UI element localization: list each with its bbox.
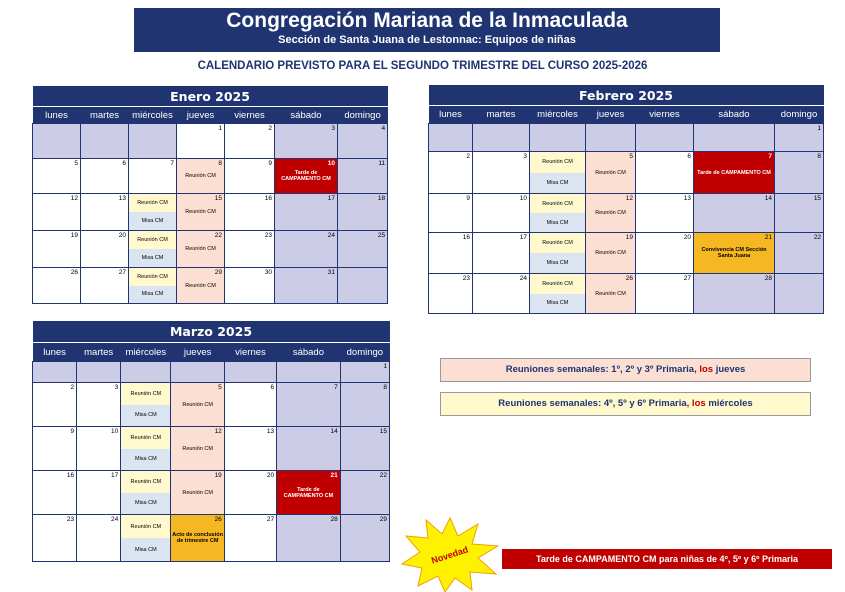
empty-day-cell <box>277 362 341 383</box>
day-number: 20 <box>118 232 126 239</box>
weekday-header: miércoles <box>530 106 586 124</box>
day-number: 9 <box>268 160 272 167</box>
novedad-banner: Tarde de CAMPAMENTO CM para niñas de 4º, 5º y 6º Primaria <box>502 549 832 569</box>
day-number: 28 <box>330 516 338 523</box>
day-cell <box>586 233 636 274</box>
day-cell <box>129 268 177 304</box>
event-reunion: Reunión CM <box>595 290 626 297</box>
day-cell <box>81 231 129 268</box>
day-cell <box>225 159 275 194</box>
day-cell <box>121 515 171 562</box>
day-cell <box>338 231 388 268</box>
event-reunion: Reunión CM <box>542 159 573 166</box>
day-number: 25 <box>377 232 386 239</box>
day-cell <box>636 233 694 274</box>
wed-reunion-slot <box>530 194 585 214</box>
section-subtitle: Sección de Santa Juana de Lestonnac: Equipos de niñas <box>278 34 576 46</box>
day-cell <box>177 231 225 268</box>
day-cell <box>775 233 824 274</box>
day-number: 24 <box>327 232 335 239</box>
empty-day-cell <box>81 124 129 159</box>
day-cell <box>171 471 224 515</box>
day-cell <box>586 152 636 194</box>
day-number: 9 <box>466 195 470 202</box>
event-reunion: Reunión CM <box>137 237 168 243</box>
day-cell <box>33 268 81 304</box>
day-cell <box>225 194 275 231</box>
day-number: 16 <box>66 472 75 479</box>
event-reunion: Reunión CM <box>595 250 626 256</box>
day-number: 17 <box>110 472 119 479</box>
day-number: 22 <box>379 472 387 479</box>
event-reunion: Reunión CM <box>182 445 213 452</box>
empty-day-cell <box>129 124 177 159</box>
day-number: 3 <box>523 153 527 160</box>
day-cell <box>530 152 586 194</box>
day-number: 18 <box>377 195 386 202</box>
event-misa: Misa CM <box>546 179 569 186</box>
legend-miercoles-connector: , los <box>686 398 709 409</box>
weekday-header: domingo <box>775 106 824 124</box>
weekday-header: lunes <box>33 343 77 362</box>
day-cell <box>340 383 389 427</box>
legend-jueves-connector: , los <box>694 364 716 375</box>
wed-reunion-slot <box>129 268 176 287</box>
weekday-header: lunes <box>429 106 473 124</box>
weekday-header: viernes <box>636 106 694 124</box>
event-campamento: Tarde de CAMPAMENTO CM <box>283 486 334 499</box>
event-reunion: Reunión CM <box>185 173 216 179</box>
day-cell <box>340 515 389 562</box>
day-number: 15 <box>379 428 387 435</box>
day-number: 14 <box>764 195 772 202</box>
weekday-header: jueves <box>177 107 225 124</box>
day-number: 23 <box>66 516 75 523</box>
event-reunion: Reunión CM <box>595 210 626 216</box>
event-reunion: Reunión CM <box>595 169 626 176</box>
event-reunion: Reunión CM <box>137 200 168 206</box>
event-reunion: Reunión CM <box>130 390 162 397</box>
day-number: 1 <box>383 363 387 370</box>
day-number: 23 <box>462 275 470 282</box>
event-reunion: Reunión CM <box>185 246 216 252</box>
day-cell <box>33 471 77 515</box>
event-reunion: Reunión CM <box>130 434 162 441</box>
day-number: 20 <box>683 234 691 241</box>
event-misa: Misa CM <box>141 255 164 261</box>
day-cell <box>340 362 389 383</box>
day-cell <box>171 515 224 562</box>
legend-jueves-day: jueves <box>715 364 746 375</box>
day-number: 7 <box>334 384 338 391</box>
weekday-header: miércoles <box>121 343 171 362</box>
day-cell <box>530 274 586 314</box>
weekday-header: domingo <box>340 343 389 362</box>
weekday-header: martes <box>77 343 121 362</box>
day-cell <box>338 194 388 231</box>
day-number: 8 <box>817 153 822 160</box>
wed-misa-slot <box>129 212 176 230</box>
day-cell <box>275 268 338 304</box>
day-cell <box>275 231 338 268</box>
empty-day-cell <box>33 362 77 383</box>
day-cell <box>338 124 388 159</box>
day-cell <box>429 152 473 194</box>
day-number: 11 <box>378 160 386 167</box>
day-number: 1 <box>817 125 822 132</box>
month-title: Enero 2025 <box>33 86 388 107</box>
day-number: 3 <box>114 384 119 391</box>
calendar-enero <box>32 86 388 304</box>
event-reunion: Reunión CM <box>130 478 162 485</box>
event-reunion: Reunión CM <box>137 273 168 280</box>
day-cell <box>586 274 636 314</box>
day-number: 1 <box>218 125 222 132</box>
day-cell <box>77 427 121 471</box>
wed-misa-slot <box>530 294 585 314</box>
weekday-header: jueves <box>586 106 636 124</box>
day-number: 12 <box>70 195 78 202</box>
day-cell <box>473 274 530 314</box>
wed-misa-slot <box>129 286 176 304</box>
empty-day-cell <box>224 362 276 383</box>
day-number: 8 <box>218 160 222 167</box>
day-cell <box>171 427 224 471</box>
day-number: 24 <box>519 275 527 282</box>
event-reunion: Reunión CM <box>130 523 162 530</box>
day-number: 17 <box>519 234 527 241</box>
legend-jueves <box>440 358 811 382</box>
day-number: 9 <box>70 428 75 435</box>
day-cell <box>338 159 388 194</box>
day-cell <box>129 159 177 194</box>
day-number: 5 <box>74 160 78 167</box>
day-cell <box>77 515 121 562</box>
day-cell <box>81 159 129 194</box>
weekday-header: miércoles <box>129 107 177 124</box>
event-misa: Misa CM <box>134 412 157 419</box>
month-title: Febrero 2025 <box>429 85 824 106</box>
empty-day-cell <box>338 268 388 304</box>
weekday-header: lunes <box>33 107 81 124</box>
day-number: 31 <box>327 269 335 276</box>
day-number: 15 <box>214 195 222 202</box>
wed-misa-slot <box>530 213 585 232</box>
wed-misa-slot <box>121 449 170 471</box>
day-cell <box>275 124 338 159</box>
day-cell <box>33 159 81 194</box>
month-title: Marzo 2025 <box>33 321 390 343</box>
day-cell <box>694 152 775 194</box>
wed-reunion-slot <box>121 383 170 406</box>
event-reunion: Reunión CM <box>542 200 573 207</box>
day-number: 10 <box>327 160 335 167</box>
calendar-febrero <box>428 85 824 314</box>
event-reunion: Reunión CM <box>542 240 573 246</box>
day-cell <box>473 194 530 233</box>
day-cell <box>33 383 77 427</box>
day-cell <box>224 383 276 427</box>
day-cell <box>177 159 225 194</box>
empty-day-cell <box>473 124 530 152</box>
day-cell <box>277 471 341 515</box>
wed-reunion-slot <box>530 233 585 254</box>
day-cell <box>275 159 338 194</box>
novedad-label: Novedad <box>430 544 470 566</box>
weekday-header: jueves <box>171 343 224 362</box>
wed-reunion-slot <box>129 231 176 250</box>
day-cell <box>636 152 694 194</box>
day-number: 6 <box>270 384 275 391</box>
day-number: 27 <box>683 275 691 282</box>
day-number: 7 <box>768 153 772 160</box>
day-cell <box>121 383 171 427</box>
event-campamento: Tarde de CAMPAMENTO CM <box>697 169 771 176</box>
event-acto-conclusion: Acto de conclusión de trimestre CM <box>172 532 223 544</box>
day-number: 5 <box>629 153 633 160</box>
day-number: 6 <box>687 153 691 160</box>
wed-reunion-slot <box>121 471 170 494</box>
empty-day-cell <box>530 124 586 152</box>
empty-day-cell <box>586 124 636 152</box>
weekday-header: martes <box>473 106 530 124</box>
day-number: 28 <box>764 275 772 282</box>
wed-misa-slot <box>121 493 170 515</box>
day-cell <box>429 194 473 233</box>
day-cell <box>171 383 224 427</box>
day-cell <box>429 274 473 314</box>
day-number: 23 <box>264 232 272 239</box>
day-cell <box>81 268 129 304</box>
day-number: 21 <box>330 472 338 479</box>
day-cell <box>340 427 389 471</box>
day-number: 22 <box>214 232 222 239</box>
legend-miercoles-text: Reuniones semanales: 4º, 5º y 6º Primaria <box>498 398 687 409</box>
day-cell <box>429 233 473 274</box>
day-cell <box>277 515 341 562</box>
day-cell <box>277 383 341 427</box>
day-number: 2 <box>70 384 75 391</box>
day-cell <box>33 231 81 268</box>
wed-misa-slot <box>129 249 176 267</box>
day-number: 10 <box>519 195 527 202</box>
day-number: 27 <box>118 269 126 276</box>
wed-misa-slot <box>121 405 170 427</box>
day-cell <box>473 152 530 194</box>
day-number: 13 <box>683 195 691 202</box>
day-cell <box>694 194 775 233</box>
empty-day-cell <box>429 124 473 152</box>
day-cell <box>177 194 225 231</box>
day-cell <box>129 231 177 268</box>
day-number: 19 <box>70 232 78 239</box>
day-number: 19 <box>625 234 633 241</box>
day-number: 27 <box>266 516 275 523</box>
empty-day-cell <box>694 124 775 152</box>
empty-day-cell <box>636 124 694 152</box>
day-cell <box>775 152 824 194</box>
day-number: 21 <box>764 234 772 241</box>
schedule-title: CALENDARIO PREVISTO PARA EL SEGUNDO TRIMESTRE DEL CURSO 2025-2026 <box>197 60 648 72</box>
empty-day-cell <box>775 274 824 314</box>
day-cell <box>33 194 81 231</box>
novedad-star-icon <box>400 516 500 592</box>
day-cell <box>177 124 225 159</box>
weekday-header: sábado <box>275 107 338 124</box>
wed-reunion-slot <box>121 427 170 450</box>
day-cell <box>530 194 586 233</box>
empty-day-cell <box>77 362 121 383</box>
event-reunion: Reunión CM <box>185 209 216 215</box>
wed-reunion-slot <box>530 274 585 295</box>
day-number: 14 <box>330 428 338 435</box>
day-cell <box>224 471 276 515</box>
day-number: 12 <box>625 195 633 202</box>
day-cell <box>530 233 586 274</box>
day-cell <box>636 274 694 314</box>
day-cell <box>224 515 276 562</box>
event-misa: Misa CM <box>134 546 157 553</box>
day-number: 8 <box>383 384 387 391</box>
day-number: 15 <box>813 195 822 202</box>
weekday-header: sábado <box>277 343 341 362</box>
day-number: 6 <box>122 160 126 167</box>
day-number: 19 <box>214 472 222 479</box>
event-misa: Misa CM <box>141 218 164 224</box>
day-number: 3 <box>331 125 335 132</box>
event-campamento: Tarde de CAMPAMENTO CM <box>281 170 331 182</box>
event-misa: Misa CM <box>134 500 157 507</box>
day-number: 16 <box>462 234 470 241</box>
day-number: 17 <box>327 195 335 202</box>
wed-misa-slot <box>530 173 585 194</box>
day-cell <box>636 194 694 233</box>
day-cell <box>340 471 389 515</box>
empty-day-cell <box>121 362 171 383</box>
wed-reunion-slot <box>129 194 176 213</box>
day-number: 20 <box>266 472 275 479</box>
event-convivencia: Convivencia CM Sección Santa Juana <box>701 247 767 259</box>
day-cell <box>77 471 121 515</box>
day-cell <box>473 233 530 274</box>
weekday-header: martes <box>81 107 129 124</box>
day-cell <box>775 194 824 233</box>
legend-miercoles-day: miércoles <box>708 398 753 409</box>
weekday-header: domingo <box>338 107 388 124</box>
day-number: 22 <box>813 234 822 241</box>
day-number: 26 <box>70 269 78 276</box>
event-reunion: Reunión CM <box>182 401 213 408</box>
day-cell <box>129 194 177 231</box>
weekday-header: sábado <box>694 106 775 124</box>
event-misa: Misa CM <box>141 291 164 298</box>
day-cell <box>225 268 275 304</box>
wed-reunion-slot <box>530 152 585 174</box>
day-cell <box>586 194 636 233</box>
wed-misa-slot <box>121 538 170 561</box>
event-misa: Misa CM <box>134 456 157 463</box>
day-number: 24 <box>110 516 119 523</box>
event-misa: Misa CM <box>546 300 569 307</box>
day-number: 12 <box>214 428 222 435</box>
day-cell <box>694 274 775 314</box>
day-number: 2 <box>466 153 470 160</box>
day-cell <box>33 427 77 471</box>
day-number: 13 <box>118 195 126 202</box>
day-number: 29 <box>379 516 387 523</box>
day-cell <box>775 124 824 152</box>
day-number: 16 <box>264 195 272 202</box>
day-cell <box>224 427 276 471</box>
day-cell <box>77 383 121 427</box>
wed-misa-slot <box>530 253 585 273</box>
day-cell <box>275 194 338 231</box>
day-cell <box>33 515 77 562</box>
day-cell <box>225 124 275 159</box>
day-cell <box>81 194 129 231</box>
legend-miercoles <box>440 392 811 416</box>
day-number: 13 <box>266 428 275 435</box>
day-number: 7 <box>170 160 174 167</box>
event-reunion: Reunión CM <box>185 282 216 289</box>
weekday-header: viernes <box>224 343 276 362</box>
event-misa: Misa CM <box>546 219 569 226</box>
day-number: 29 <box>214 269 222 276</box>
empty-day-cell <box>171 362 224 383</box>
empty-day-cell <box>33 124 81 159</box>
legend-jueves-text: Reuniones semanales: 1º, 2º y 3º Primaria <box>505 364 695 375</box>
event-misa: Misa CM <box>546 260 569 266</box>
day-cell <box>694 233 775 274</box>
day-cell <box>177 268 225 304</box>
day-number: 26 <box>214 516 222 523</box>
day-cell <box>121 471 171 515</box>
day-number: 10 <box>110 428 119 435</box>
calendar-marzo <box>32 321 390 562</box>
day-cell <box>277 427 341 471</box>
header-banner <box>134 8 720 52</box>
event-reunion: Reunión CM <box>542 280 573 287</box>
day-cell <box>225 231 275 268</box>
day-number: 30 <box>264 269 272 276</box>
day-number: 2 <box>268 125 272 132</box>
day-number: 5 <box>218 384 222 391</box>
weekday-header: viernes <box>225 107 275 124</box>
wed-reunion-slot <box>121 515 170 539</box>
congregation-title: Congregación Mariana de la Inmaculada <box>226 9 628 32</box>
day-cell <box>121 427 171 471</box>
event-reunion: Reunión CM <box>182 489 213 496</box>
day-number: 4 <box>381 125 386 132</box>
day-number: 26 <box>625 275 633 282</box>
